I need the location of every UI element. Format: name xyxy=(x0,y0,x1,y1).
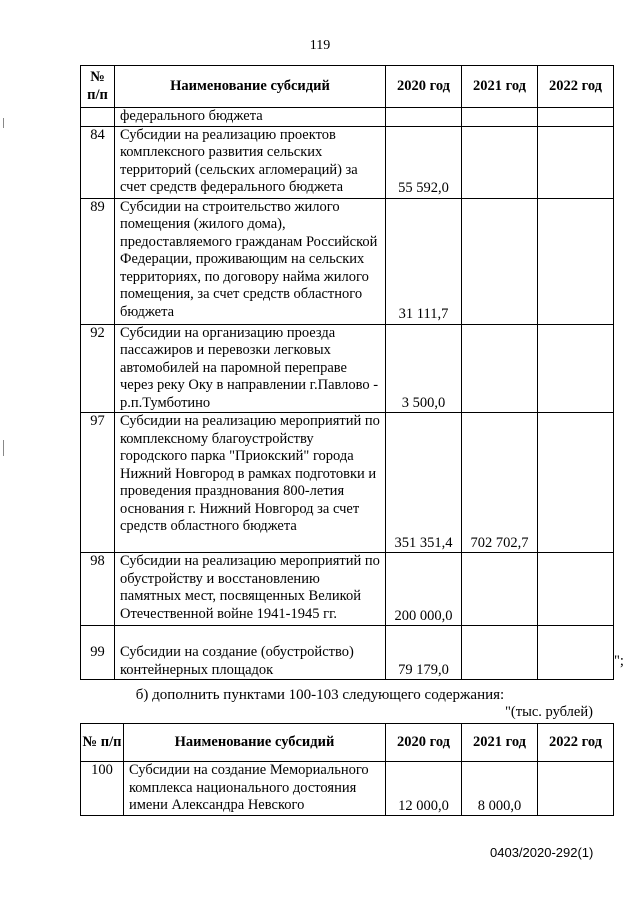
row-2022 xyxy=(538,762,614,816)
header-num: № п/п xyxy=(81,724,124,762)
page-number: 119 xyxy=(309,38,331,53)
row-2020: 3 500,0 xyxy=(386,324,462,413)
row-name: Субсидии на организацию проезда пассажиров и перевозки легковых автомобилей на паромной переправе через реку Оку в направлении г.Павлово - р.п.Тумботино xyxy=(115,324,386,413)
row-2022 xyxy=(538,413,614,553)
row-2020: 79 179,0 xyxy=(386,626,462,680)
header-2022: 2022 год xyxy=(538,724,614,762)
row-name: федерального бюджета xyxy=(115,108,386,127)
row-2021: 702 702,7 xyxy=(462,413,538,553)
row-num: 89 xyxy=(81,198,115,324)
table-row xyxy=(81,126,614,198)
row-2021 xyxy=(462,108,538,127)
amendment-instruction: б) дополнить пунктами 100-103 следующего содержания: xyxy=(135,687,505,703)
margin-mark xyxy=(3,440,4,456)
row-num: 100 xyxy=(81,762,124,816)
row-num: 99 xyxy=(81,626,115,680)
document-code: 0403/2020-292(1) xyxy=(490,845,594,860)
subsidies-table xyxy=(80,65,614,680)
row-2021: 8 000,0 xyxy=(462,762,538,816)
row-num: 92 xyxy=(81,324,115,413)
row-2020: 31 111,7 xyxy=(386,198,462,324)
row-2022 xyxy=(538,126,614,198)
row-num xyxy=(81,108,115,127)
new-subsidies-table xyxy=(80,723,614,816)
row-2021 xyxy=(462,626,538,680)
row-2021 xyxy=(462,324,538,413)
table-row xyxy=(81,413,614,553)
table-row xyxy=(81,762,614,816)
table-row xyxy=(81,324,614,413)
header-name: Наименование субсидий xyxy=(124,724,386,762)
row-2020 xyxy=(386,108,462,127)
row-2022 xyxy=(538,626,614,680)
row-2021 xyxy=(462,553,538,626)
header-2021: 2021 год xyxy=(462,66,538,108)
row-2022 xyxy=(538,198,614,324)
header-name: Наименование субсидий xyxy=(115,66,386,108)
units-note: "(тыс. рублей) xyxy=(505,704,593,720)
table-closing-quote: "; xyxy=(614,653,624,669)
margin-mark xyxy=(3,118,4,128)
table-header-row xyxy=(81,724,614,762)
table-row xyxy=(81,553,614,626)
table-row xyxy=(81,626,614,680)
row-num: 97 xyxy=(81,413,115,553)
row-2022 xyxy=(538,108,614,127)
row-2022 xyxy=(538,324,614,413)
header-2020: 2020 год xyxy=(386,724,462,762)
row-2022 xyxy=(538,553,614,626)
row-2020: 351 351,4 xyxy=(386,413,462,553)
row-2020: 12 000,0 xyxy=(386,762,462,816)
header-2020: 2020 год xyxy=(386,66,462,108)
row-name: Субсидии на создание Мемориального комплекса национального достояния имени Александра Невского xyxy=(124,762,386,816)
row-name: Субсидии на строительство жилого помещения (жилого дома), предоставляемого гражданам Российской Федерации, проживающим на сельских территориях, по договору найма жилого помещения, за счет средств областного бюджета xyxy=(115,198,386,324)
row-2021 xyxy=(462,198,538,324)
row-name: Субсидии на реализацию проектов комплексного развития сельских территорий (сельских агломераций) за счет средств федерального бюджета xyxy=(115,126,386,198)
row-num: 84 xyxy=(81,126,115,198)
header-2021: 2021 год xyxy=(462,724,538,762)
row-2020: 200 000,0 xyxy=(386,553,462,626)
row-2020: 55 592,0 xyxy=(386,126,462,198)
table-row xyxy=(81,108,614,127)
header-num: № п/п xyxy=(81,66,115,108)
header-2022: 2022 год xyxy=(538,66,614,108)
row-name: Субсидии на реализацию мероприятий по обустройству и восстановлению памятных мест, посвященных Великой Отечественной войне 1941-1945 гг. xyxy=(115,553,386,626)
row-name: Субсидии на реализацию мероприятий по комплексному благоустройству городского парка "Приокский" города Нижний Новгород в рамках подготовки и проведения празднования 800-летия основания г. Нижний Новгород за счет средств областного бюджета xyxy=(115,413,386,553)
row-name: Субсидии на создание (обустройство) контейнерных площадок xyxy=(115,626,386,680)
row-2021 xyxy=(462,126,538,198)
table-row xyxy=(81,198,614,324)
table-header-row xyxy=(81,66,614,108)
row-num: 98 xyxy=(81,553,115,626)
